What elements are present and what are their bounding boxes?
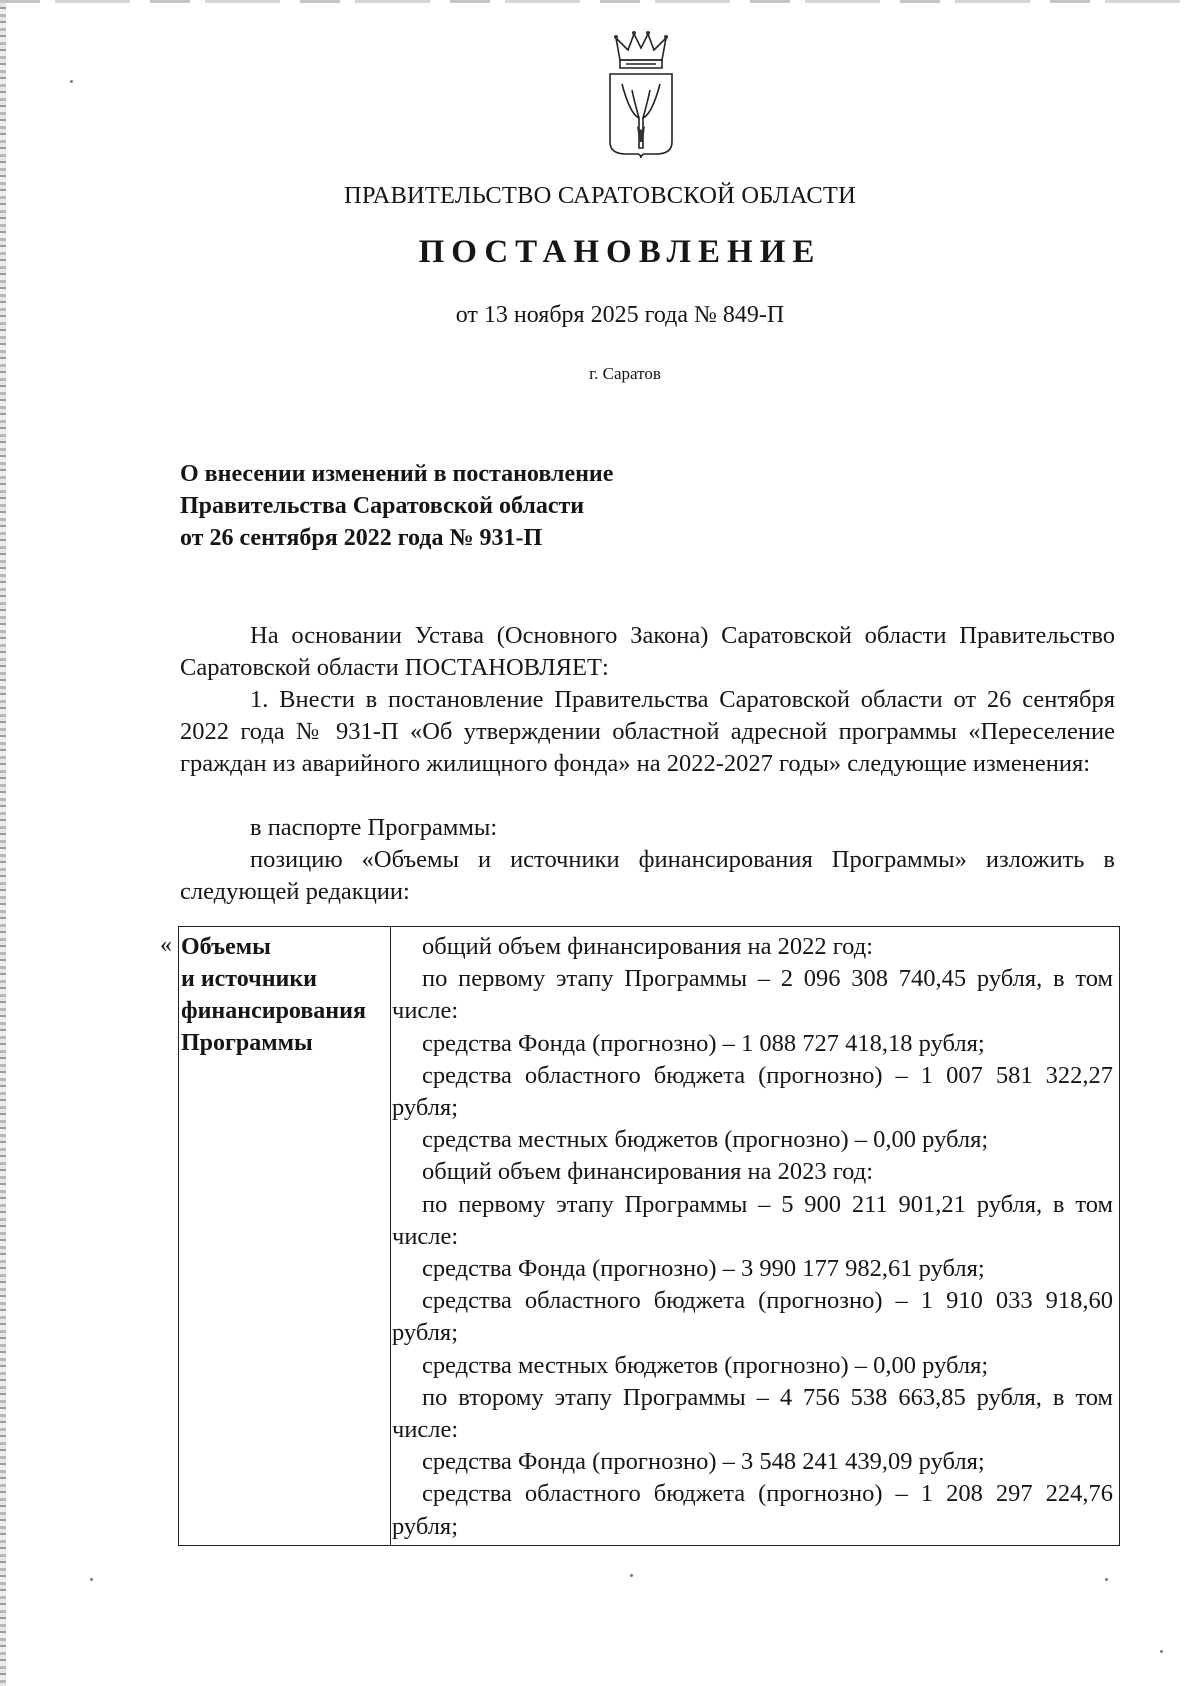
financing-item: средства местных бюджетов (прогнозно) – 0,00 рубля;	[422, 1351, 989, 1379]
financing-item: средства областного бюджета (прогнозно) – 1 007 581 322,27 рубля;	[392, 1061, 1113, 1122]
financing-item: средства областного бюджета (прогнозно) – 1 910 033 918,60 рубля;	[392, 1287, 1113, 1347]
financing-label-line: Объемы	[181, 934, 271, 960]
financing-item: общий объем финансирования на 2023 год:	[422, 1158, 874, 1186]
paragraph-item-1: 1. Внести в постановление Правительства Саратовской области от 26 сентября 2022 года № 931-П «Об утверждении областной адресной программы «Переселение граждан из аварийного жилищного фонда» на 2022-2027 годы» следующие изменения:	[180, 686, 1115, 777]
subject-line: от 26 сентября 2022 года № 931-П	[180, 525, 543, 551]
saratov-oblast-coat-of-arms-icon	[606, 30, 676, 158]
subject-line: Правительства Саратовской области	[180, 493, 585, 519]
financing-item: средства Фонда (прогнозно) – 3 990 177 982,61 рубля;	[422, 1255, 985, 1283]
scan-speck	[70, 80, 73, 83]
financing-values-cell	[391, 927, 1119, 1545]
scan-speck	[90, 1578, 93, 1581]
paragraph-basis: На основании Устава (Основного Закона) Саратовской области Правительство Саратовской области ПОСТАНОВЛЯЕТ:	[180, 622, 1115, 681]
financing-item: общий объем финансирования на 2022 год:	[422, 933, 874, 960]
document-date-number: от 13 ноября 2025 года № 849-П	[455, 302, 785, 328]
scan-speck	[1105, 1578, 1108, 1581]
table-open-quote: «	[160, 932, 172, 958]
scan-speck	[630, 1574, 633, 1577]
document-subject	[180, 458, 900, 554]
financing-table	[178, 926, 1120, 1546]
financing-item: средства Фонда (прогнозно) – 1 088 727 418,18 рубля;	[422, 1029, 985, 1057]
financing-item: по первому этапу Программы – 5 900 211 901,21 рубля, в том числе:	[392, 1190, 1113, 1250]
financing-label-line: Программы	[181, 1030, 313, 1056]
financing-label-line: и источники	[181, 966, 318, 992]
financing-item: по второму этапу Программы – 4 756 538 663,85 рубля, в том числе:	[392, 1383, 1113, 1444]
paragraph-passport: в паспорте Программы:	[250, 814, 498, 841]
scan-speck	[1160, 1650, 1163, 1653]
financing-item: средства Фонда (прогнозно) – 3 548 241 439,09 рубля;	[422, 1448, 985, 1476]
subject-line: О внесении изменений в постановление	[180, 461, 614, 487]
document-type: ПОСТАНОВЛЕНИЕ	[418, 234, 822, 270]
scan-edge-top	[0, 0, 1200, 3]
financing-item: средства областного бюджета (прогнозно) – 1 208 297 224,76 рубля;	[392, 1480, 1113, 1540]
financing-label-line: финансирования	[181, 998, 366, 1024]
paragraph-position: позицию «Объемы и источники финансирования Программы» изложить в следующей редакции:	[180, 846, 1115, 905]
financing-item: по первому этапу Программы – 2 096 308 740,45 рубля, в том числе:	[392, 965, 1113, 1025]
government-title: ПРАВИТЕЛЬСТВО САРАТОВСКОЙ ОБЛАСТИ	[343, 182, 856, 209]
financing-item: средства местных бюджетов (прогнозно) – 0,00 рубля;	[422, 1126, 989, 1154]
document-city: г. Саратов	[589, 364, 661, 383]
financing-label-cell	[179, 927, 391, 1545]
